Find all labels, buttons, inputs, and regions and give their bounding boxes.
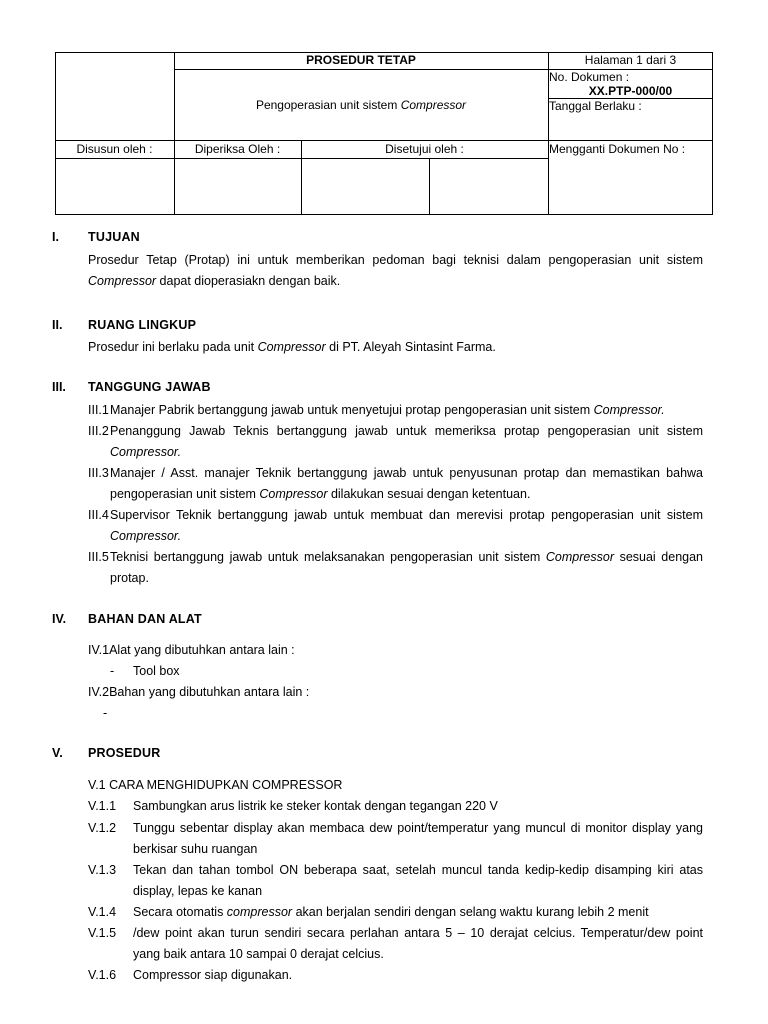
item-text: Penanggung Jawab Teknis bertanggung jawab untuk memeriksa protap pengoperasian unit sistem — [110, 424, 703, 438]
text: Teknisi bertanggung jawab untuk melaksanakan pengoperasian unit sistem — [110, 550, 546, 564]
text: Manajer Pabrik bertanggung jawab untuk menyetujui protap pengoperasian unit sistem — [110, 403, 594, 417]
paragraph-line — [88, 273, 340, 289]
item-text — [110, 402, 665, 418]
paragraph-line — [88, 339, 496, 355]
italic-text: Compressor — [259, 487, 328, 501]
approved-by-label: Disetujui oleh : — [385, 142, 464, 156]
step-number: V.1.4 — [88, 905, 117, 919]
item-number: III.1 — [88, 403, 109, 417]
step-text: berkisar suhu ruangan — [133, 842, 258, 856]
step-number: V.1.6 — [88, 968, 117, 982]
table-divider — [429, 158, 430, 215]
header-title: PROSEDUR TETAP — [306, 53, 416, 67]
italic-text: Compressor. — [593, 403, 665, 417]
doc-number: XX.PTP-000/00 — [588, 84, 673, 98]
item-text: protap. — [110, 571, 149, 585]
header-page-count: Halaman 1 dari 3 — [584, 53, 677, 67]
italic-text: Compressor — [545, 550, 614, 564]
text: di PT. Aleyah Sintasint Farma. — [325, 340, 496, 354]
item-text: Manajer / Asst. manajer Teknik bertanggung jawab untuk penyusunan protap dan memastikan bahwa — [110, 466, 703, 480]
text: akan berjalan sendiri dengan selang waktu kurang lebih 2 menit — [292, 905, 649, 919]
item-text — [110, 549, 703, 565]
bullet-dash: - — [110, 664, 115, 678]
step-text: yang baik antara 10 sampai 0 derajat celcius. — [133, 947, 384, 961]
doc-number-label: No. Dokumen : — [549, 70, 630, 84]
subject-text: Pengoperasian unit sistem — [255, 98, 401, 112]
item-text — [110, 528, 181, 544]
section-number: V. — [52, 746, 63, 760]
text: dilakukan sesuai dengan ketentuan. — [327, 487, 531, 501]
item-number: III.5 — [88, 550, 109, 564]
table-divider — [55, 140, 713, 141]
text: Prosedur ini berlaku pada unit — [88, 340, 258, 354]
step-text: /dew point akan turun sendiri secara perlahan antara 5 – 10 derajat celcius. Temperatur/dew point — [133, 926, 703, 940]
paragraph-line: Prosedur Tetap (Protap) ini untuk memberikan pedoman bagi teknisi dalam pengoperasian unit sistem — [88, 253, 703, 267]
text: Secara otomatis — [133, 905, 227, 919]
section-number: II. — [52, 318, 63, 332]
step-text: Compressor siap digunakan. — [133, 968, 293, 982]
step-number: V.1.3 — [88, 863, 117, 877]
step-number: V.1.1 — [88, 799, 117, 813]
text: pengoperasian unit sistem — [110, 487, 260, 501]
section-number: IV. — [52, 612, 67, 626]
list-item: IV.2Bahan yang dibutuhkan antara lain : — [88, 685, 310, 699]
replaces-doc-label: Mengganti Dokumen No : — [549, 142, 686, 156]
section-title: TUJUAN — [88, 230, 140, 244]
section-title: RUANG LINGKUP — [88, 318, 197, 332]
bullet-dash: - — [103, 706, 108, 720]
item-text: Supervisor Teknik bertanggung jawab untuk membuat dan merevisi protap pengoperasian unit sistem — [110, 508, 703, 522]
section-number: I. — [52, 230, 59, 244]
step-text: display, lepas ke kanan — [133, 884, 263, 898]
step-text: Sambungkan arus listrik ke steker kontak dengan tegangan 220 V — [133, 799, 498, 813]
italic-text: compressor — [226, 905, 293, 919]
list-item: Tool box — [133, 664, 180, 678]
italic-text: Compressor — [88, 274, 157, 288]
item-number: III.2 — [88, 424, 109, 438]
text: dapat dioperasiakn dengan baik. — [156, 274, 341, 288]
item-number: III.4 — [88, 508, 109, 522]
step-number: V.1.2 — [88, 821, 117, 835]
italic-text: Compressor — [257, 340, 326, 354]
prepared-by-label: Disusun oleh : — [76, 142, 153, 156]
section-title: BAHAN DAN ALAT — [88, 612, 202, 626]
subsection-title: V.1 CARA MENGHIDUPKAN COMPRESSOR — [88, 778, 343, 792]
list-item: IV.1Alat yang dibutuhkan antara lain : — [88, 643, 295, 657]
italic-text: Compressor. — [110, 445, 182, 459]
item-number: III.3 — [88, 466, 109, 480]
text: sesuai dengan — [613, 550, 703, 564]
table-divider — [174, 52, 175, 215]
step-text: Tunggu sebentar display akan membaca dew point/temperatur yang muncul di monitor display yang — [133, 821, 703, 835]
item-text — [110, 444, 181, 460]
item-text — [110, 486, 530, 502]
step-text: Tekan dan tahan tombol ON beberapa saat, setelah muncul tanda kedip-kedip disamping kiri atas — [133, 863, 703, 877]
step-number: V.1.5 — [88, 926, 117, 940]
section-number: III. — [52, 380, 66, 394]
step-text — [133, 904, 649, 920]
italic-text: Compressor. — [110, 529, 182, 543]
section-title: PROSEDUR — [88, 746, 161, 760]
subject-italic: Compressor — [400, 98, 467, 112]
table-divider — [174, 69, 713, 70]
section-title: TANGGUNG JAWAB — [88, 380, 211, 394]
header-subject — [174, 98, 548, 112]
effective-date-label: Tanggal Berlaku : — [549, 99, 642, 113]
checked-by-label: Diperiksa Oleh : — [194, 142, 281, 156]
